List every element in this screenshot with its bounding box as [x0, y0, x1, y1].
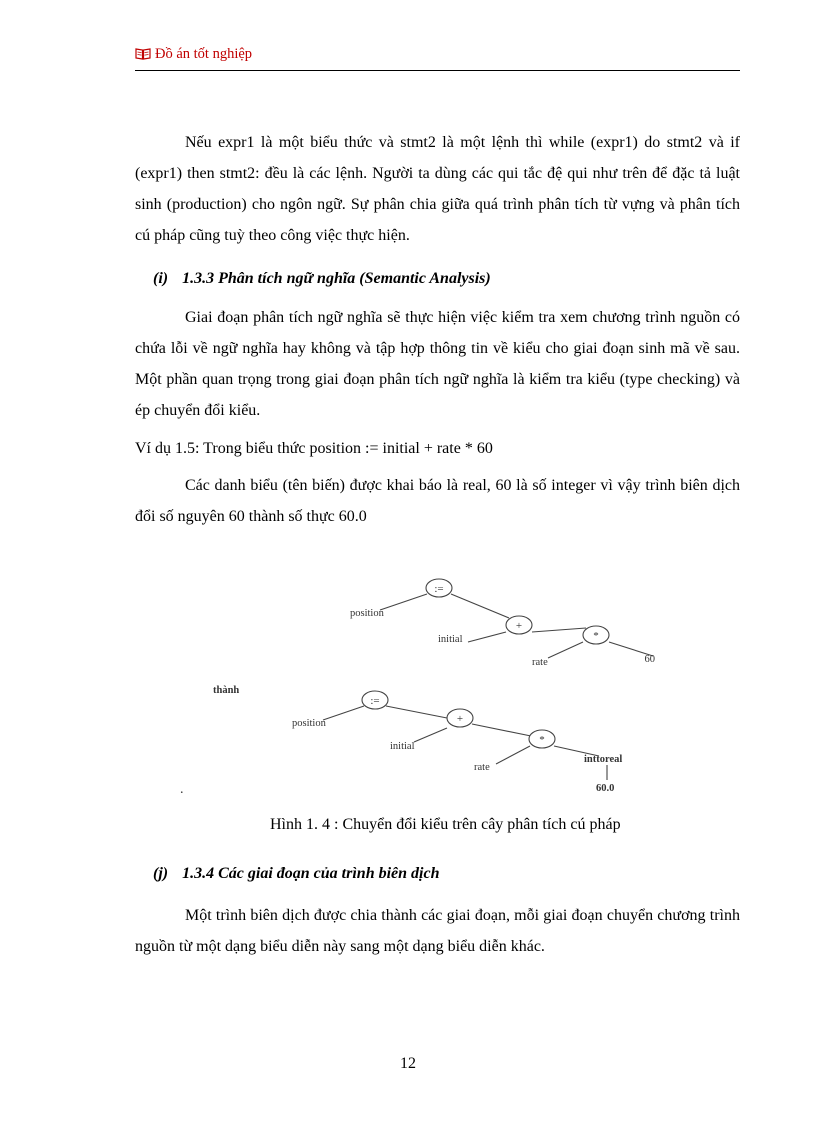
paragraph-identifiers: Các danh biểu (tên biến) được khai báo là real, 60 là số integer vì vậy trình biên dịch đổi số nguyên 60 thành số thực 60.0 [135, 477, 740, 525]
tree1-times-label: * [593, 630, 599, 642]
tree1-plus-label: + [515, 620, 523, 632]
page-header [135, 46, 740, 71]
tree2-plus-label: + [456, 713, 464, 725]
tree2-edge [386, 706, 447, 718]
open-book-icon [135, 47, 151, 65]
heading-marker: (j) [153, 865, 169, 882]
paragraph-while-if: Nếu expr1 là một biểu thức và stmt2 là một lệnh thì while (expr1) do stmt2 và if (expr1) then stmt2: đều là các lệnh. Người ta dùng các qui tắc đệ qui như trên để đặc tả luật sinh (production) cho ngôn ngữ. Sự phân chia giữa quá trình phân tích từ vựng và phân tích cú pháp cũng tuỳ theo công việc thực hiện. [135, 134, 740, 244]
figure-dot: . [180, 782, 184, 797]
paragraph-example: Ví dụ 1.5: Trong biểu thức position := initial + rate * 60 [135, 440, 493, 457]
heading-compiler-phases [153, 865, 439, 883]
paragraph-semantic: Giai đoạn phân tích ngữ nghĩa sẽ thực hiện việc kiểm tra xem chương trình nguồn có chứa lỗi về ngữ nghĩa hay không và tập hợp thông tin về kiểu cho giai đoạn sinh mã về sau. Một phần quan trọng trong giai đoạn phân tích ngữ nghĩa là kiểm tra kiểu (type checking) và ép chuyển đổi kiểu. [135, 309, 740, 419]
tree2-position-label: position [292, 718, 326, 729]
tree1-60-label: 60 [644, 654, 655, 665]
figure-than-label: thành [213, 685, 240, 696]
figure-caption: Hình 1. 4 : Chuyển đổi kiểu trên cây phân tích cú pháp [270, 816, 621, 833]
tree1-assign-label: := [434, 583, 444, 595]
heading-text: 1.3.3 Phân tích ngữ nghĩa (Semantic Analysis) [182, 270, 491, 287]
tree2-edge [414, 728, 447, 742]
tree2-rate-label: rate [474, 762, 490, 773]
tree1-position-label: position [350, 608, 384, 619]
tree1-edge [380, 594, 427, 610]
tree1-edge [532, 628, 586, 632]
tree2-assign-label: := [370, 695, 380, 707]
tree2-60-0-label: 60.0 [596, 783, 615, 794]
tree1-initial-label: initial [438, 634, 463, 645]
tree1-edge [468, 632, 506, 642]
page-number: 12 [400, 1055, 416, 1072]
paragraph-phases: Một trình biên dịch được chia thành các giai đoạn, mỗi giai đoạn chuyển chương trình nguồn từ một dạng biểu diễn này sang một dạng biểu diễn khác. [135, 907, 740, 955]
header-title: Đồ án tốt nghiệp [155, 46, 253, 62]
heading-text: 1.3.4 Các giai đoạn của trình biên dịch [182, 865, 440, 882]
tree2-edge [472, 724, 531, 736]
tree2-initial-label: initial [390, 741, 415, 752]
tree2-inttoreal-label: inttoreal [584, 754, 623, 765]
syntax-tree-figure [180, 560, 660, 800]
tree1-edge [451, 594, 509, 618]
heading-marker: (i) [153, 270, 169, 287]
tree1-rate-label: rate [532, 657, 548, 668]
tree1-edge [548, 642, 583, 658]
tree2-times-label: * [539, 734, 545, 746]
tree2-edge [323, 706, 364, 720]
heading-semantic-analysis [153, 270, 491, 288]
tree2-edge [496, 746, 530, 764]
